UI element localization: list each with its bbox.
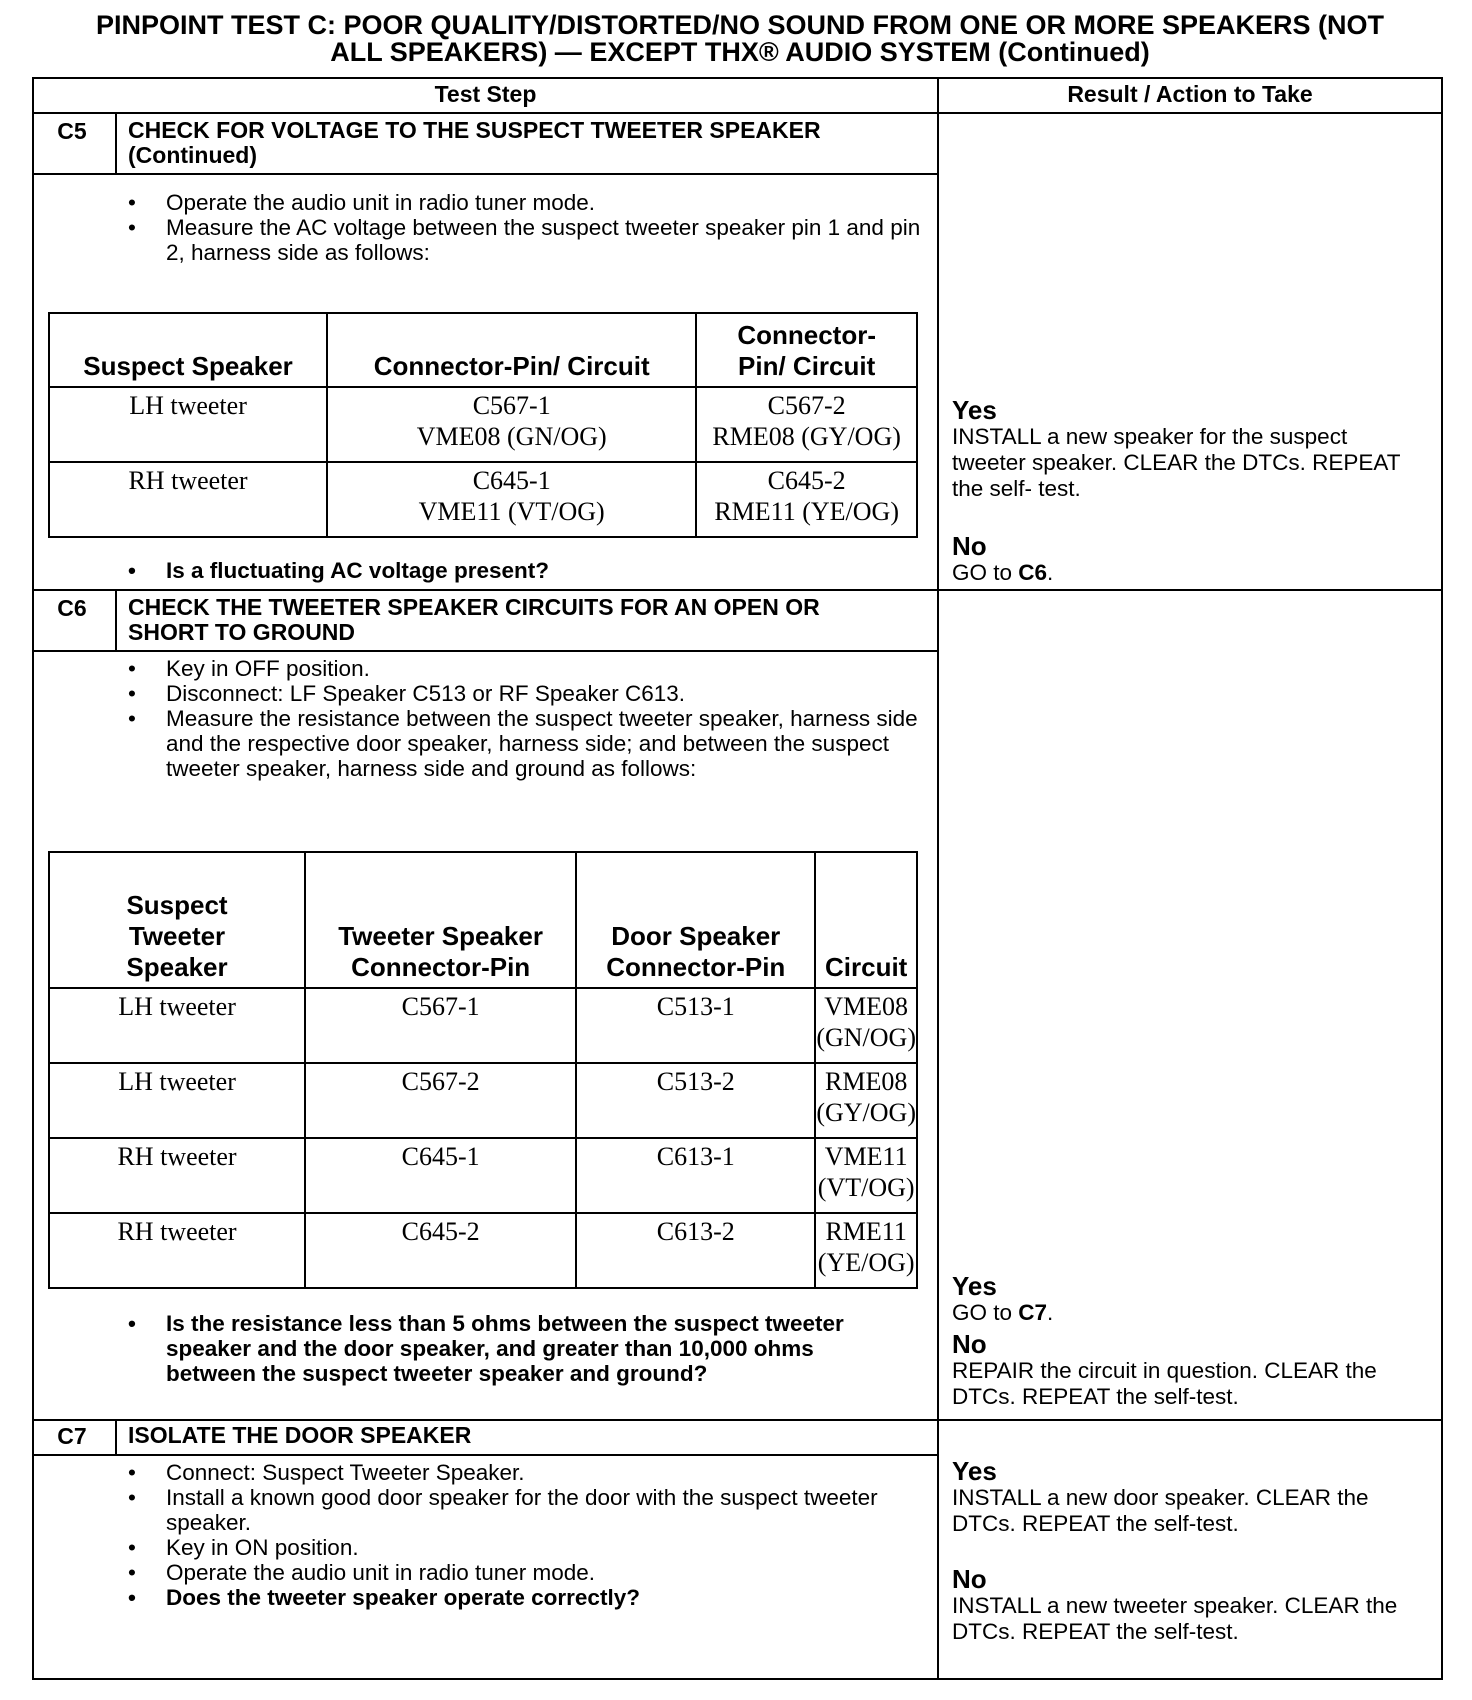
result-no-label: No (952, 1329, 987, 1359)
step-title-c5: CHECK FOR VOLTAGE TO THE SUSPECT TWEETER SPEAKER (Continued) (128, 117, 821, 168)
step-question-c5 (126, 558, 926, 583)
table-row: LH tweeter C567-1 C513-1 VME08 (GN/OG) (49, 988, 917, 1063)
list-item: • Disconnect: LF Speaker C513 or RF Speaker C613. (126, 681, 926, 706)
step-id-divider-c7 (115, 1419, 117, 1456)
result-yes-label: Yes (952, 395, 997, 425)
result-yes-text: INSTALL a new door speaker. CLEAR the DTCs. REPEAT the self-test. (952, 1485, 1369, 1536)
list-item: • Install a known good door speaker for the door with the suspect tweeter speaker. (126, 1485, 926, 1535)
step-bullets-c6 (126, 656, 926, 781)
step-id-divider-c5 (115, 112, 117, 175)
list-item: • Key in OFF position. (126, 656, 926, 681)
list-item: • Does the tweeter speaker operate correctly? (126, 1585, 926, 1610)
result-no-label: No (952, 1564, 987, 1594)
table-header: Door Speaker Connector-Pin (576, 852, 815, 988)
list-item: • Connect: Suspect Tweeter Speaker. (126, 1460, 926, 1485)
header-result: Result / Action to Take (1067, 81, 1313, 107)
table-header: Connector-Pin/ Circuit (696, 313, 917, 387)
page-title (40, 12, 1440, 66)
list-item: • Key in ON position. (126, 1535, 926, 1560)
list-item: • Is a fluctuating AC voltage present? (126, 558, 926, 583)
table-header: Circuit (815, 852, 917, 988)
step-title-divider-c7 (32, 1454, 937, 1456)
result-yes-text: GO to C7. (952, 1300, 1054, 1325)
list-item: • Operate the audio unit in radio tuner mode. (126, 1560, 926, 1585)
table-header: Connector-Pin/ Circuit (327, 313, 696, 387)
step-id-c5: C5 (57, 118, 87, 144)
title-line-2: ALL SPEAKERS) — EXCEPT THX® AUDIO SYSTEM (Continued) (330, 37, 1150, 67)
resistance-table-c6 (48, 851, 918, 1289)
list-item: • Operate the audio unit in radio tuner mode. (126, 190, 926, 215)
step-id-c7: C7 (57, 1423, 87, 1449)
step-question-c6 (126, 1311, 926, 1386)
table-row: RH tweeter C645-2 C613-2 RME11 (YE/OG) (49, 1213, 917, 1288)
step-title-c6: CHECK THE TWEETER SPEAKER CIRCUITS FOR AN OPEN OR SHORT TO GROUND (128, 594, 820, 645)
step-divider-c6-c7 (32, 1419, 1443, 1421)
step-title-c7: ISOLATE THE DOOR SPEAKER (128, 1422, 472, 1448)
result-yes-label: Yes (952, 1271, 997, 1301)
step-divider-c5-c6 (32, 589, 1443, 591)
table-row: RH tweeter C645-1 VME11 (VT/OG) C645-2 RME11 (YE/OG) (49, 462, 917, 537)
step-title-divider-c5 (32, 173, 937, 175)
table-row: LH tweeter C567-1 VME08 (GN/OG) C567-2 RME08 (GY/OG) (49, 387, 917, 462)
step-id-c6: C6 (57, 595, 87, 621)
result-no-text: INSTALL a new tweeter speaker. CLEAR the DTCs. REPEAT the self-test. (952, 1593, 1398, 1644)
result-yes-text: INSTALL a new speaker for the suspect tweeter speaker. CLEAR the DTCs. REPEAT the self- test. (952, 424, 1401, 501)
step-bullets-c5 (126, 190, 926, 265)
header-test-step: Test Step (434, 81, 537, 107)
table-header: Suspect Tweeter Speaker (49, 852, 305, 988)
result-no-text: REPAIR the circuit in question. CLEAR the DTCs. REPEAT the self-test. (952, 1358, 1377, 1409)
result-yes-label: Yes (952, 1456, 997, 1486)
column-divider (937, 77, 939, 1680)
table-row: RH tweeter C645-1 C613-1 VME11 (VT/OG) (49, 1138, 917, 1213)
list-item: • Is the resistance less than 5 ohms between the suspect tweeter speaker and the door speaker, and greater than 10,000 ohms between the suspect tweeter speaker and ground? (126, 1311, 866, 1386)
result-no-label: No (952, 531, 987, 561)
step-id-divider-c6 (115, 589, 117, 652)
result-c6 (952, 1272, 1442, 1410)
step-title-divider-c6 (32, 650, 937, 652)
list-item: • Measure the resistance between the suspect tweeter speaker, harness side and the respective door speaker, harness side; and between the suspect tweeter speaker, harness side and ground as follows: (126, 706, 926, 781)
title-line-1: PINPOINT TEST C: POOR QUALITY/DISTORTED/NO SOUND FROM ONE OR MORE SPEAKERS (NOT (95, 10, 1385, 40)
result-no-text: GO to C6. (952, 560, 1054, 585)
list-item: • Measure the AC voltage between the suspect tweeter speaker pin 1 and pin 2, harness side as follows: (126, 215, 926, 265)
result-c7 (952, 1457, 1442, 1645)
step-bullets-c7 (126, 1460, 926, 1610)
table-header: Suspect Speaker (49, 313, 327, 387)
header-divider (32, 112, 1443, 114)
voltage-table-c5 (48, 312, 918, 538)
result-c5 (952, 396, 1442, 586)
table-row: LH tweeter C567-2 C513-2 RME08 (GY/OG) (49, 1063, 917, 1138)
table-header: Tweeter Speaker Connector-Pin (305, 852, 576, 988)
